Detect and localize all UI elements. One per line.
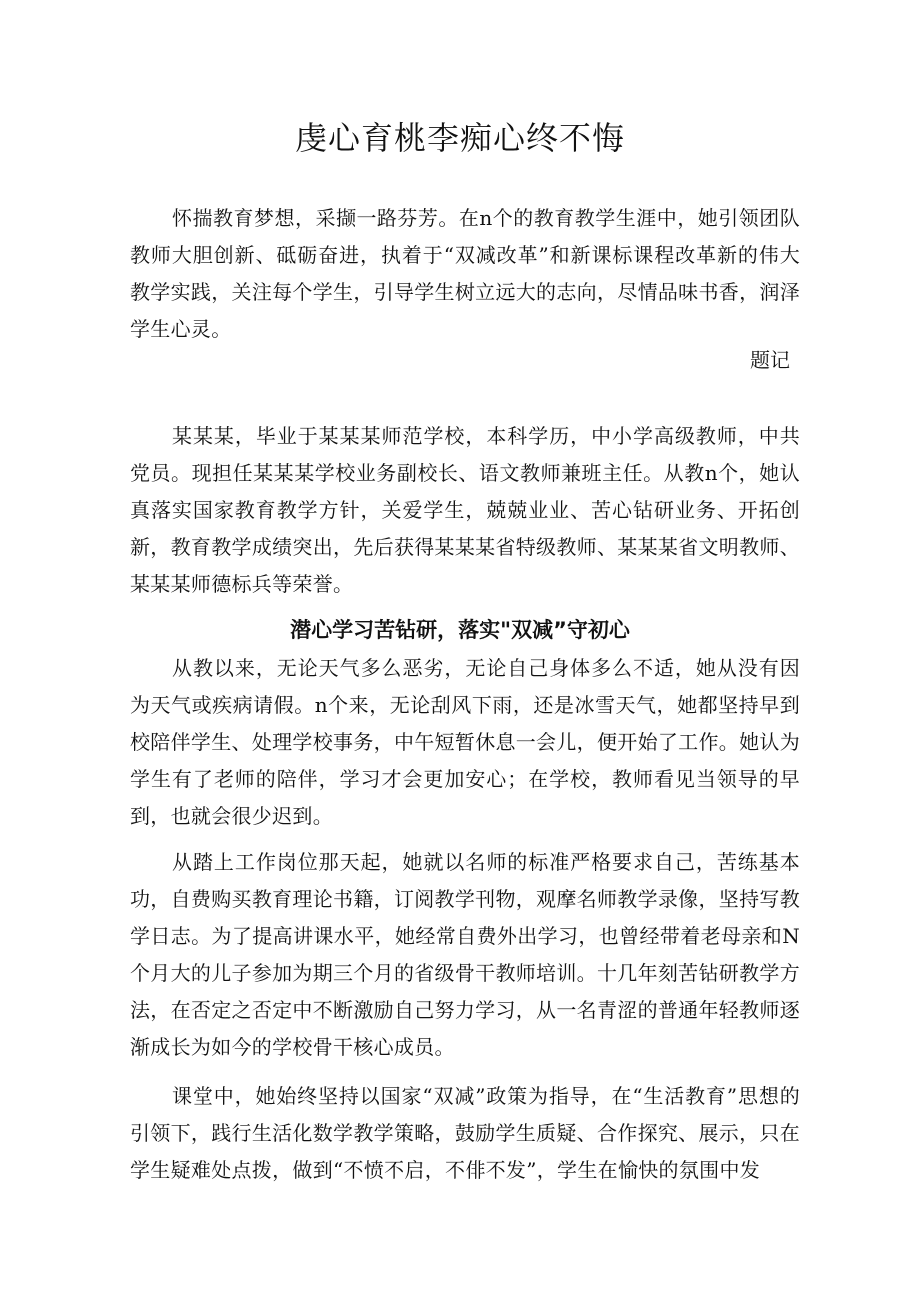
- body-paragraph-1: 从教以来，无论天气多么恶劣，无论自己身体多么不适，她从没有因为天气或疾病请假。n个来，无论刮风下雨，还是冰雪天气，她都坚持早到校陪伴学生、处理学校事务，中午短暂休息一会儿，便开始了工作。她认为学生有了老师的陪伴，学习才会更加安心；在学校，教师看见当领导的早到，也就会很少迟到。: [130, 656, 800, 828]
- epigraph-paragraph: 怀揣教育梦想，采撷一路芬芳。在n个的教育教学生涯中，她引领团队教师大胆创新、砥砺奋进，执着于“双减改革”和新课标课程改革新的伟大教学实践，关注每个学生，引导学生树立远大的志向，尽情品味书香，润泽学生心灵。: [130, 206, 800, 341]
- body-paragraph-3: 课堂中，她始终坚持以国家“双减”政策为指导，在“生活教育”思想的引领下，践行生活化数学教学策略，鼓励学生质疑、合作探究、展示，只在学生疑难处点拨，做到“不愤不启，不俳不发”，学生在愉快的氛围中发: [130, 1084, 800, 1182]
- epigraph-signature: 题记: [750, 348, 790, 372]
- body-paragraph-2: 从踏上工作岗位那天起，她就以名师的标准严格要求自己，苦练基本功，自费购买教育理论书籍，订阅教学刊物，观摩名师教学录像，坚持写教学日志。为了提高讲课水平，她经常自费外出学习，也曾经带着老母亲和N个月大的儿子参加为期三个月的省级骨干教师培训。十几年刻苦钻研教学方法，在否定之否定中不断激励自己努力学习，从一名青涩的普通年轻教师逐渐成长为如今的学校骨干核心成员。: [130, 850, 800, 1059]
- section-heading: 潜心学习苦钻研，落实"双减”守初心: [290, 618, 630, 642]
- document-title: 虔心育桃李痴心终不悔: [294, 119, 625, 157]
- intro-paragraph: 某某某，毕业于某某某师范学校，本科学历，中小学高级教师，中共党员。现担任某某某学校业务副校长、语文教师兼班主任。从教n个，她认真落实国家教育教学方针，关爱学生，兢兢业业、苦心钻研业务、开拓创新，教育教学成绩突出，先后获得某某某省特级教师、某某某省文明教师、某某某师德标兵等荣誉。: [130, 424, 800, 596]
